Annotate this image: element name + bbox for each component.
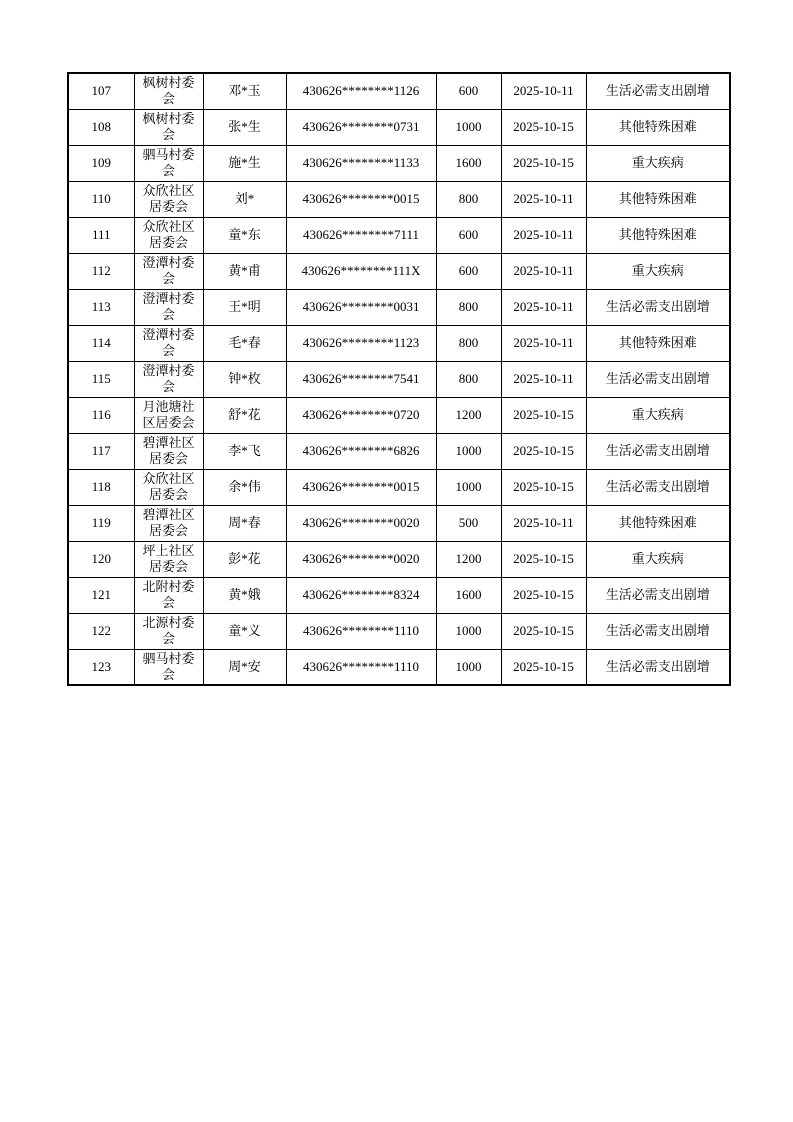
cell-amount: 600 — [436, 73, 501, 109]
cell-date: 2025-10-15 — [501, 469, 586, 505]
cell-person-name: 钟*枚 — [203, 361, 286, 397]
table-row — [68, 361, 730, 397]
cell-date: 2025-10-11 — [501, 181, 586, 217]
cell-row-number: 120 — [68, 541, 134, 577]
cell-person-name: 黄*甫 — [203, 253, 286, 289]
cell-committee: 碧潭社区居委会 — [134, 505, 203, 541]
cell-row-number: 107 — [68, 73, 134, 109]
cell-row-number: 117 — [68, 433, 134, 469]
subsidy-table — [67, 72, 731, 686]
cell-date: 2025-10-15 — [501, 397, 586, 433]
cell-person-name: 刘* — [203, 181, 286, 217]
cell-reason: 其他特殊困难 — [586, 217, 730, 253]
cell-reason: 其他特殊困难 — [586, 325, 730, 361]
table-row — [68, 145, 730, 181]
cell-amount: 1000 — [436, 613, 501, 649]
table-row — [68, 613, 730, 649]
cell-id-masked: 430626********1133 — [286, 145, 436, 181]
cell-person-name: 彭*花 — [203, 541, 286, 577]
cell-person-name: 余*伟 — [203, 469, 286, 505]
cell-date: 2025-10-15 — [501, 577, 586, 613]
cell-person-name: 邓*玉 — [203, 73, 286, 109]
cell-committee: 枫树村委会 — [134, 109, 203, 145]
cell-person-name: 童*东 — [203, 217, 286, 253]
cell-amount: 1600 — [436, 145, 501, 181]
cell-amount: 1000 — [436, 433, 501, 469]
table-row — [68, 469, 730, 505]
cell-amount: 800 — [436, 325, 501, 361]
cell-amount: 1600 — [436, 577, 501, 613]
cell-id-masked: 430626********6826 — [286, 433, 436, 469]
cell-committee: 澄潭村委会 — [134, 325, 203, 361]
cell-reason: 生活必需支出剧增 — [586, 289, 730, 325]
cell-committee: 北源村委会 — [134, 613, 203, 649]
cell-row-number: 108 — [68, 109, 134, 145]
cell-amount: 600 — [436, 217, 501, 253]
cell-person-name: 王*明 — [203, 289, 286, 325]
cell-row-number: 112 — [68, 253, 134, 289]
cell-row-number: 111 — [68, 217, 134, 253]
cell-person-name: 周*安 — [203, 649, 286, 685]
table-row — [68, 541, 730, 577]
cell-id-masked: 430626********0020 — [286, 505, 436, 541]
cell-date: 2025-10-11 — [501, 289, 586, 325]
cell-reason: 生活必需支出剧增 — [586, 361, 730, 397]
cell-id-masked: 430626********0031 — [286, 289, 436, 325]
table-row — [68, 73, 730, 109]
cell-id-masked: 430626********1110 — [286, 613, 436, 649]
cell-date: 2025-10-11 — [501, 217, 586, 253]
cell-reason: 其他特殊困难 — [586, 181, 730, 217]
cell-person-name: 周*春 — [203, 505, 286, 541]
cell-reason: 生活必需支出剧增 — [586, 649, 730, 685]
cell-reason: 重大疾病 — [586, 397, 730, 433]
cell-committee: 澄潭村委会 — [134, 289, 203, 325]
cell-date: 2025-10-15 — [501, 541, 586, 577]
cell-amount: 1000 — [436, 649, 501, 685]
cell-person-name: 李*飞 — [203, 433, 286, 469]
cell-id-masked: 430626********1110 — [286, 649, 436, 685]
cell-id-masked: 430626********7111 — [286, 217, 436, 253]
cell-committee: 众欣社区居委会 — [134, 217, 203, 253]
cell-reason: 生活必需支出剧增 — [586, 73, 730, 109]
cell-person-name: 童*义 — [203, 613, 286, 649]
cell-id-masked: 430626********0720 — [286, 397, 436, 433]
cell-committee: 枫树村委会 — [134, 73, 203, 109]
cell-reason: 重大疾病 — [586, 541, 730, 577]
cell-amount: 500 — [436, 505, 501, 541]
cell-amount: 1200 — [436, 397, 501, 433]
cell-reason: 生活必需支出剧增 — [586, 469, 730, 505]
cell-date: 2025-10-11 — [501, 505, 586, 541]
table-row — [68, 289, 730, 325]
cell-reason: 其他特殊困难 — [586, 109, 730, 145]
cell-date: 2025-10-15 — [501, 433, 586, 469]
cell-row-number: 109 — [68, 145, 134, 181]
cell-date: 2025-10-15 — [501, 145, 586, 181]
cell-committee: 众欣社区居委会 — [134, 469, 203, 505]
table-body — [68, 73, 730, 685]
table-row — [68, 253, 730, 289]
cell-committee: 驷马村委会 — [134, 649, 203, 685]
cell-reason: 其他特殊困难 — [586, 505, 730, 541]
cell-amount: 600 — [436, 253, 501, 289]
cell-id-masked: 430626********111X — [286, 253, 436, 289]
cell-id-masked: 430626********0020 — [286, 541, 436, 577]
cell-reason: 生活必需支出剧增 — [586, 433, 730, 469]
cell-row-number: 115 — [68, 361, 134, 397]
cell-row-number: 119 — [68, 505, 134, 541]
cell-committee: 驷马村委会 — [134, 145, 203, 181]
cell-person-name: 张*生 — [203, 109, 286, 145]
cell-person-name: 施*生 — [203, 145, 286, 181]
table-row — [68, 577, 730, 613]
cell-date: 2025-10-15 — [501, 649, 586, 685]
cell-committee: 澄潭村委会 — [134, 253, 203, 289]
table-row — [68, 397, 730, 433]
cell-committee: 月池塘社区居委会 — [134, 397, 203, 433]
cell-date: 2025-10-11 — [501, 73, 586, 109]
cell-person-name: 毛*春 — [203, 325, 286, 361]
cell-reason: 生活必需支出剧增 — [586, 613, 730, 649]
table-row — [68, 649, 730, 685]
cell-committee: 众欣社区居委会 — [134, 181, 203, 217]
cell-row-number: 116 — [68, 397, 134, 433]
table-row — [68, 217, 730, 253]
cell-row-number: 121 — [68, 577, 134, 613]
cell-row-number: 118 — [68, 469, 134, 505]
cell-reason: 生活必需支出剧增 — [586, 577, 730, 613]
cell-committee: 北附村委会 — [134, 577, 203, 613]
cell-date: 2025-10-15 — [501, 109, 586, 145]
cell-amount: 1000 — [436, 109, 501, 145]
table-row — [68, 325, 730, 361]
cell-amount: 800 — [436, 181, 501, 217]
cell-date: 2025-10-11 — [501, 361, 586, 397]
cell-row-number: 123 — [68, 649, 134, 685]
cell-amount: 800 — [436, 289, 501, 325]
cell-person-name: 舒*花 — [203, 397, 286, 433]
cell-id-masked: 430626********1126 — [286, 73, 436, 109]
cell-date: 2025-10-15 — [501, 613, 586, 649]
cell-amount: 1200 — [436, 541, 501, 577]
cell-reason: 重大疾病 — [586, 253, 730, 289]
cell-row-number: 113 — [68, 289, 134, 325]
cell-amount: 1000 — [436, 469, 501, 505]
cell-row-number: 114 — [68, 325, 134, 361]
cell-id-masked: 430626********8324 — [286, 577, 436, 613]
cell-reason: 重大疾病 — [586, 145, 730, 181]
cell-date: 2025-10-11 — [501, 253, 586, 289]
cell-row-number: 122 — [68, 613, 134, 649]
table-row — [68, 505, 730, 541]
cell-committee: 澄潭村委会 — [134, 361, 203, 397]
cell-committee: 碧潭社区居委会 — [134, 433, 203, 469]
cell-id-masked: 430626********0015 — [286, 181, 436, 217]
table-row — [68, 433, 730, 469]
cell-id-masked: 430626********0015 — [286, 469, 436, 505]
cell-id-masked: 430626********0731 — [286, 109, 436, 145]
cell-date: 2025-10-11 — [501, 325, 586, 361]
cell-committee: 坪上社区居委会 — [134, 541, 203, 577]
cell-person-name: 黄*娥 — [203, 577, 286, 613]
table-row — [68, 109, 730, 145]
cell-id-masked: 430626********7541 — [286, 361, 436, 397]
cell-id-masked: 430626********1123 — [286, 325, 436, 361]
cell-row-number: 110 — [68, 181, 134, 217]
table-row — [68, 181, 730, 217]
cell-amount: 800 — [436, 361, 501, 397]
